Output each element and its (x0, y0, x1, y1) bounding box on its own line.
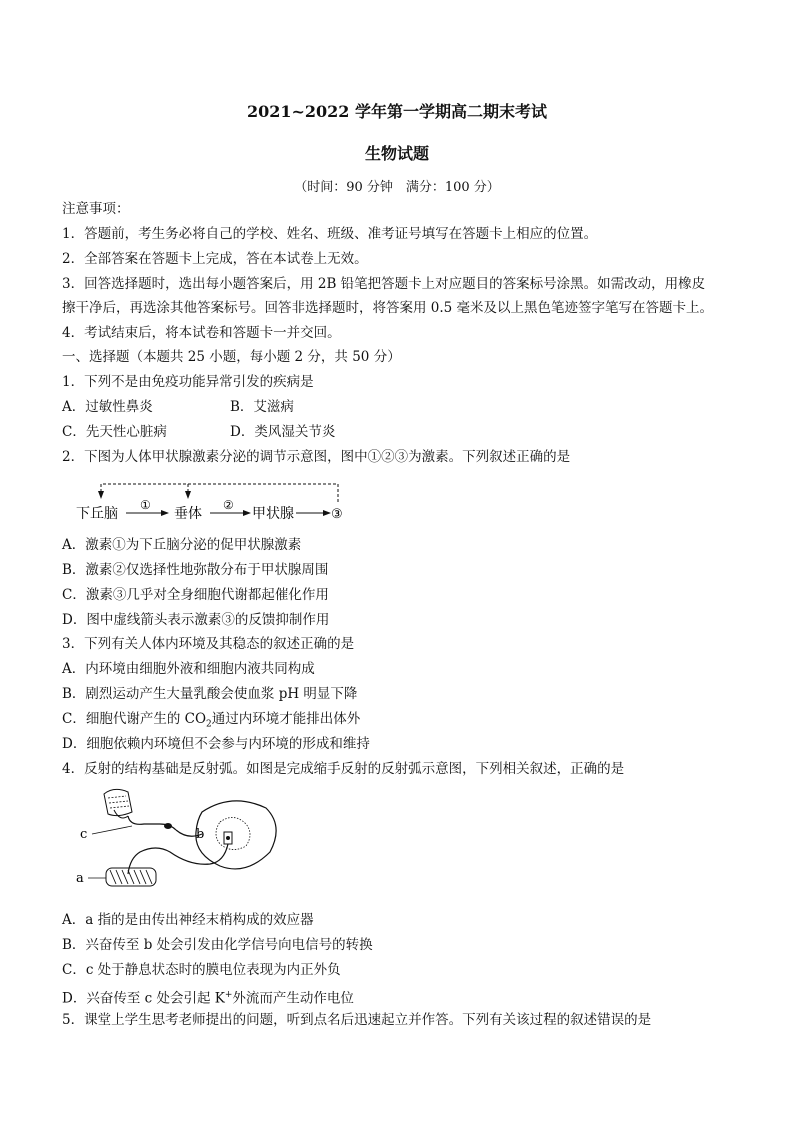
q4-option-a: A．a 指的是由传出神经末梢构成的效应器 (62, 912, 314, 928)
note-item-4: 4．考试结束后，将本试卷和答题卡一并交回。 (62, 325, 341, 341)
q4-d-text-end: 外流而产生动作电位 (232, 990, 354, 1007)
label-pituitary: 垂体 (174, 506, 202, 522)
label-hormone-3: ③ (331, 507, 343, 522)
q4-stem: 4．反射的结构基础是反射弧。如图是完成缩手反射的反射弧示意图，下列相关叙述，正确的是 (62, 761, 625, 777)
q3-option-c (62, 710, 360, 734)
q1-option-d: D．类风湿关节炎 (230, 424, 336, 440)
q3-stem: 3．下列有关人体内环境及其稳态的叙述正确的是 (62, 636, 355, 652)
time-score-info: （时间：90 分钟 满分：100 分） (294, 180, 500, 195)
thyroid-regulation-diagram (70, 476, 360, 526)
reflex-arc-diagram (70, 782, 370, 897)
q4-option-c: C．c 处于静息状态时的膜电位表现为内正外负 (62, 962, 341, 978)
q3-c-subscript: 2 (206, 719, 212, 730)
notes-heading: 注意事项： (62, 201, 130, 217)
label-thyroid: 甲状腺 (252, 506, 294, 522)
label-hypothalamus: 下丘脑 (76, 506, 118, 522)
efferent-nerve (128, 844, 228, 874)
q3-b-text: B．剧烈运动产生大量乳酸会使血浆 (62, 686, 279, 702)
q3-c-text-end: 通过内环境才能排出体外 (211, 711, 361, 727)
subject-title: 生物试题 (364, 144, 429, 163)
q2-option-a: A．激素①为下丘脑分泌的促甲状腺激素 (62, 537, 302, 553)
label-a: a (76, 871, 84, 886)
note-item-2: 2．全部答案在答题卡上完成，答在本试卷上无效。 (62, 251, 368, 267)
feedback-dashed-arrow (101, 484, 338, 502)
label-hormone-2: ② (223, 498, 234, 512)
q4-d-superscript: + (224, 990, 233, 1000)
note-item-3-cont: 擦干净后，再选涂其他答案标号。回答非选择题时，将答案用 0.5 毫米及以上黑色笔迹签字笔写在答题卡上。 (62, 300, 714, 316)
q3-option-a: A．内环境由细胞外液和细胞内液共同构成 (62, 661, 315, 677)
q1-option-a: A．过敏性鼻炎 (62, 399, 153, 415)
pointer-c (92, 826, 132, 834)
q2-option-c: C．激素③几乎对全身细胞代谢都起催化作用 (62, 587, 329, 603)
label-b: b (196, 827, 205, 842)
q3-b-ph: pH (278, 686, 300, 702)
note-item-1: 1．答题前，考生务必将自己的学校、姓名、班级、准考证号填写在答题卡上相应的位置。 (62, 226, 598, 242)
q1-option-b: B．艾滋病 (230, 399, 294, 415)
section-heading: 一、选择题（本题共 25 小题，每小题 2 分，共 50 分） (62, 349, 401, 365)
q1-stem: 1．下列不是由免疫功能异常引发的疾病是 (62, 374, 314, 390)
receptor-skin (104, 789, 132, 818)
exam-title: 2021~2022 学年第一学期高二期末考试 (246, 102, 548, 121)
effector-muscle (106, 868, 156, 886)
q3-c-text: C．细胞代谢产生的 CO (62, 711, 207, 727)
q2-stem: 2．下图为人体甲状腺激素分泌的调节示意图，图中①②③为激素。下列叙述正确的是 (62, 449, 571, 465)
label-c: c (80, 827, 88, 842)
q2-option-d: D．图中虚线箭头表示激素③的反馈抑制作用 (62, 612, 330, 628)
q3-option-b (62, 685, 357, 703)
q3-option-d: D．细胞依赖内环境但不会参与内环境的形成和维持 (62, 736, 370, 752)
q4-option-b: B．兴奋传至 b 处会引发由化学信号向电信号的转换 (62, 937, 373, 953)
q1-option-c: C．先天性心脏病 (62, 424, 167, 440)
spinal-cord (196, 801, 276, 869)
ganglion (164, 823, 172, 829)
q5-stem: 5．课堂上学生思考老师提出的问题，听到点名后迅速起立并作答。下列有关该过程的叙述错误的是 (62, 1012, 652, 1028)
q3-b-text-end: 明显下降 (299, 686, 358, 702)
q2-option-b: B．激素②仅选择性地弥散分布于甲状腺周围 (62, 562, 329, 578)
label-hormone-1: ① (140, 498, 151, 512)
note-item-3: 3．回答选择题时，选出每小题答案后，用 2B 铅笔把答题卡上对应题目的答案标号涂黑。如需改动，用橡皮 (62, 276, 706, 292)
q4-option-d (62, 986, 354, 1008)
q4-d-text: D．兴奋传至 c 处会引起 K (62, 990, 225, 1007)
